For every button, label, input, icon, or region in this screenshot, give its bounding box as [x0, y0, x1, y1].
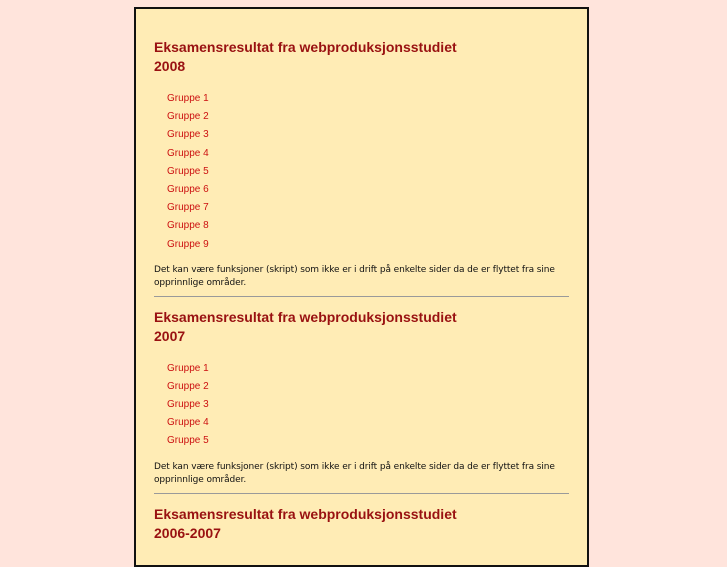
- content-panel: [134, 7, 589, 567]
- link-gruppe-2[interactable]: Gruppe 2: [167, 111, 209, 123]
- link-gruppe-8[interactable]: Gruppe 8: [167, 220, 209, 232]
- link-gruppe-9[interactable]: Gruppe 9: [167, 238, 209, 250]
- link-gruppe-5[interactable]: Gruppe 5: [167, 435, 209, 447]
- section-title: Eksamensresultat fra webproduksjonsstudiet 2008: [154, 39, 457, 74]
- group-link-list: [154, 358, 569, 449]
- link-gruppe-1[interactable]: Gruppe 1: [167, 93, 209, 104]
- link-gruppe-1[interactable]: Gruppe 1: [167, 362, 209, 374]
- link-gruppe-3[interactable]: Gruppe 3: [167, 399, 209, 411]
- link-gruppe-6[interactable]: Gruppe 6: [167, 183, 209, 195]
- link-gruppe-3[interactable]: Gruppe 3: [167, 129, 209, 141]
- section-title: Eksamensresultat fra webproduksjonsstudiet 2007: [154, 308, 457, 344]
- link-gruppe-4[interactable]: Gruppe 4: [167, 147, 209, 159]
- section-2008: [154, 9, 569, 297]
- link-gruppe-7[interactable]: Gruppe 7: [167, 202, 209, 214]
- section-2006-2007: [154, 494, 569, 543]
- section-title: Eksamensresultat fra webproduksjonsstudiet 2006-2007: [154, 505, 457, 541]
- link-gruppe-2[interactable]: Gruppe 2: [167, 380, 209, 392]
- script-notice: Det kan være funksjoner (skript) som ikke er i drift på enkelte sider da de er flyttet fra sine opprinnlige områder.: [154, 461, 555, 485]
- section-2007: [154, 297, 569, 494]
- group-link-list: [154, 88, 569, 252]
- script-notice: Det kan være funksjoner (skript) som ikke er i drift på enkelte sider da de er flyttet fra sine opprinnlige områder.: [154, 264, 555, 288]
- link-gruppe-5[interactable]: Gruppe 5: [167, 165, 209, 177]
- link-gruppe-4[interactable]: Gruppe 4: [167, 417, 209, 429]
